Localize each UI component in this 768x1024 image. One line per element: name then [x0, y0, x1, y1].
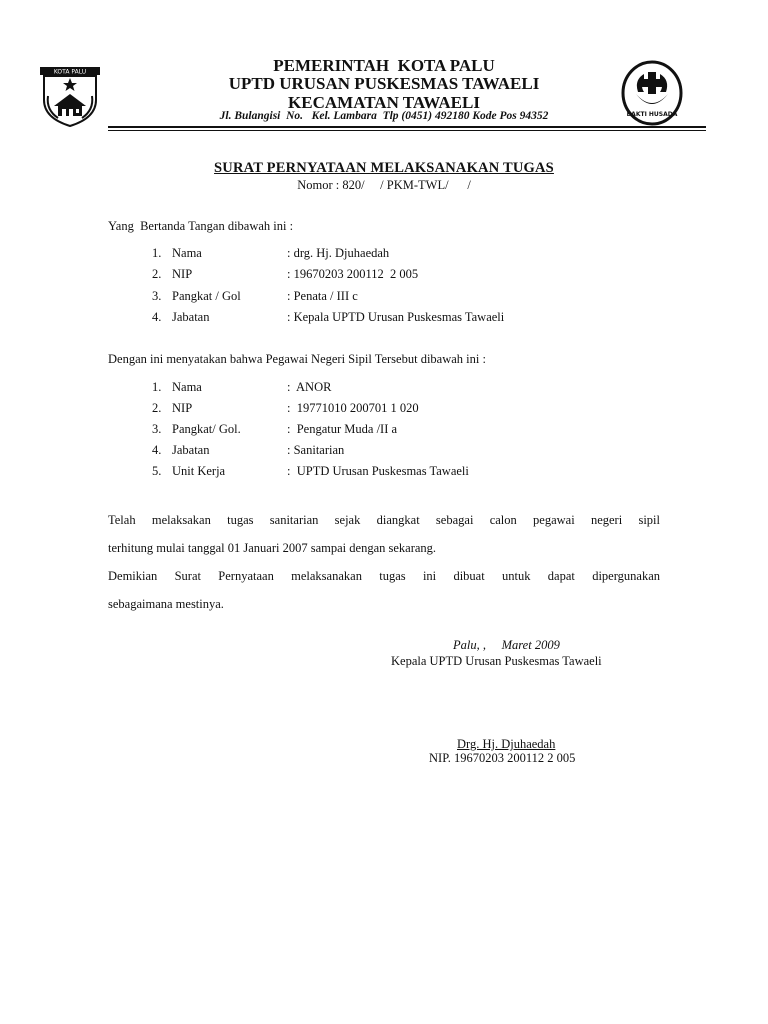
letterhead-line-1: PEMERINTAH KOTA PALU [273, 56, 495, 75]
letterhead-line-2: UPTD URUSAN PUSKESMAS TAWAELI [228, 74, 540, 93]
field-number: 3. [152, 422, 162, 436]
field-number: 1. [152, 246, 162, 260]
field-label: Jabatan [172, 310, 210, 324]
intro-signer: Yang Bertanda Tangan dibawah ini : [108, 219, 294, 233]
field-value: : 19771010 200701 1 020 [287, 401, 419, 415]
field-number: 5. [152, 464, 162, 478]
signature-position: Kepala UPTD Urusan Puskesmas Tawaeli [391, 654, 602, 668]
document-number: Nomor : 820/ / PKM-TWL/ / [297, 178, 471, 192]
field-number: 4. [152, 443, 162, 457]
field-label: Pangkat/ Gol. [172, 422, 241, 436]
document-title: SURAT PERNYATAAN MELAKSANAKAN TUGAS [214, 160, 554, 176]
field-value: : 19670203 200112 2 005 [287, 267, 419, 281]
intro-employee: Dengan ini menyatakan bahwa Pegawai Negeri Sipil Tersebut dibawah ini : [108, 352, 486, 366]
signature-nip: NIP. 19670203 200112 2 005 [429, 751, 576, 765]
logo-label: BAKTI HUSADA [626, 111, 678, 118]
body-line-3: Demikian Surat Pernyataan melaksanakan tugas ini dibuat untuk dapat dipergunakan [108, 569, 660, 583]
field-value: : UPTD Urusan Puskesmas Tawaeli [287, 464, 469, 478]
field-label: Unit Kerja [172, 464, 226, 478]
field-value: : Penata / III c [287, 289, 358, 303]
letterhead-address: Jl. Bulangisi No. Kel. Lambara Tlp (0451) 492180 Kode Pos 94352 [219, 110, 549, 122]
body-line-2: terhitung mulai tanggal 01 Januari 2007 sampai dengan sekarang. [108, 541, 437, 555]
field-label: Nama [172, 380, 202, 394]
letterhead-rule-thin [108, 130, 706, 131]
field-number: 2. [152, 267, 162, 281]
signature-name: Drg. Hj. Djuhaedah [457, 737, 556, 751]
field-label: Pangkat / Gol [172, 289, 241, 303]
field-number: 3. [152, 289, 162, 303]
field-label: Jabatan [172, 443, 210, 457]
field-value: : Pengatur Muda /II a [287, 422, 398, 436]
body-line-4: sebagaimana mestinya. [108, 597, 224, 611]
field-label: NIP [172, 401, 193, 415]
field-value: : ANOR [287, 380, 332, 394]
letterhead-line-3: KECAMATAN TAWAELI [288, 93, 480, 112]
signature-place-date: Palu, , Maret 2009 [453, 638, 560, 652]
field-label: Nama [172, 246, 202, 260]
letterhead-rule-thick [108, 126, 706, 128]
emblem-label: KOTA PALU [53, 68, 87, 76]
field-value: : Sanitarian [287, 443, 345, 457]
field-number: 2. [152, 401, 162, 415]
field-label: NIP [172, 267, 193, 281]
body-line-1: Telah melaksakan tugas sanitarian sejak diangkat sebagai calon pegawai negeri sipil [108, 513, 660, 527]
field-value: : drg. Hj. Djuhaedah [287, 246, 390, 260]
field-number: 4. [152, 310, 162, 324]
field-number: 1. [152, 380, 162, 394]
field-value: : Kepala UPTD Urusan Puskesmas Tawaeli [287, 310, 505, 324]
